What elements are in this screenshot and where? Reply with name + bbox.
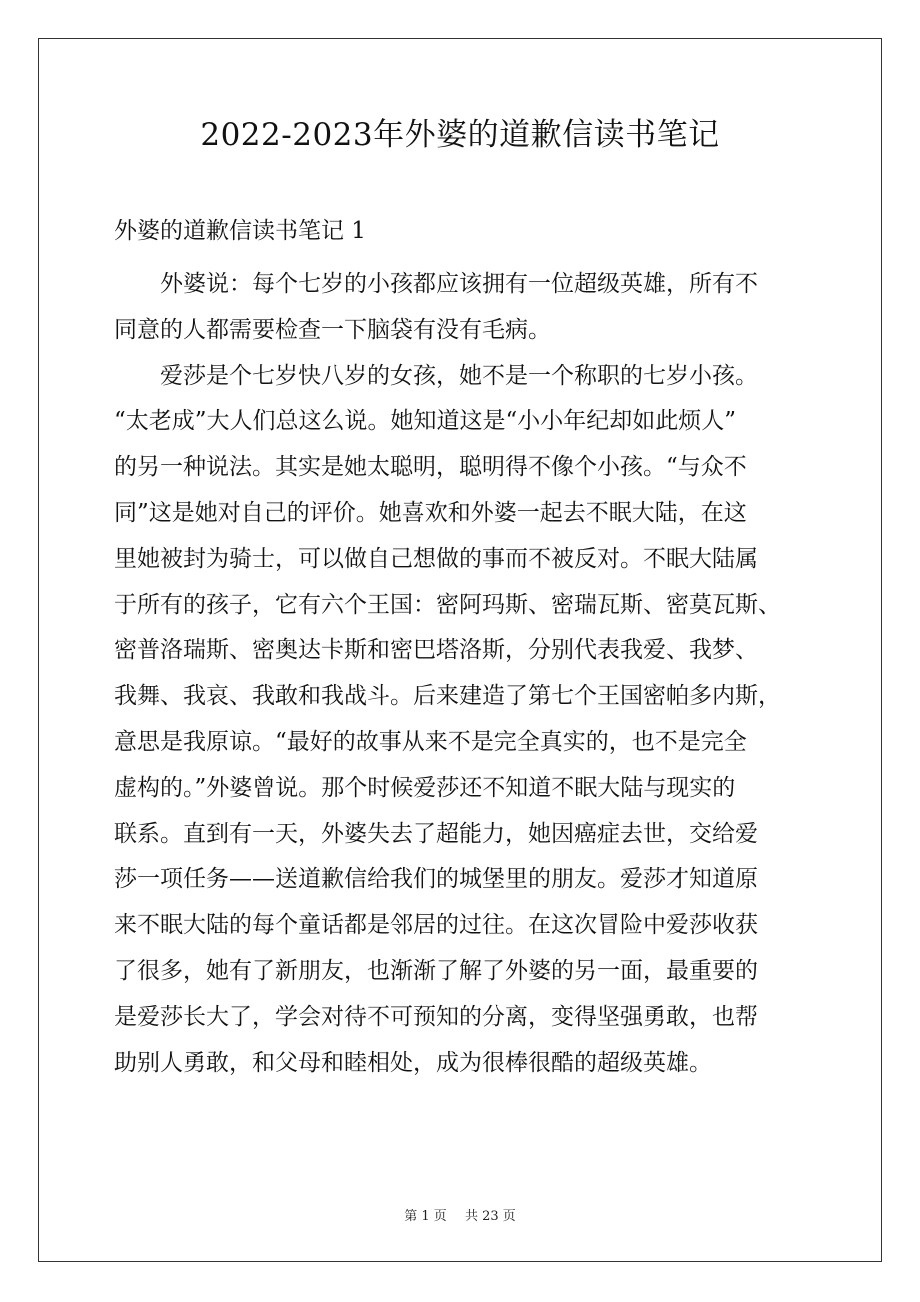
- text-line: 密普洛瑞斯、密奥达卡斯和密巴塔洛斯，分别代表我爱、我梦、: [114, 637, 758, 664]
- text-line: 莎一项任务——送道歉信给我们的城堡里的朋友。爱莎才知道原: [114, 866, 758, 893]
- text-line: 联系。直到有一天，外婆失去了超能力，她因癌症去世，交给爱: [114, 820, 758, 847]
- text-line: 了很多，她有了新朋友，也渐渐了解了外婆的另一面，最重要的: [114, 957, 758, 984]
- text-line: 助别人勇敢，和父母和睦相处，成为很棒很酷的超级英雄。: [114, 1049, 712, 1076]
- text-line: 里她被封为骑士，可以做自己想做的事而不被反对。不眠大陆属: [114, 545, 758, 572]
- text-line: 外婆说：每个七岁的小孩都应该拥有一位超级英雄，所有不: [160, 271, 758, 297]
- text-line: 是爱莎长大了，学会对待不可预知的分离，变得坚强勇敢，也帮: [114, 1003, 758, 1030]
- text-line: 虚构的。”外婆曾说。那个时候爱莎还不知道不眠大陆与现实的: [114, 774, 736, 801]
- page-number: 第 1 页: [404, 1209, 447, 1224]
- paragraph-2: [114, 354, 822, 1087]
- text-line: 同意的人都需要检查一下脑袋有没有毛病。: [114, 316, 551, 343]
- page-footer: [38, 1207, 882, 1227]
- text-line: 于所有的孩子，它有六个王国：密阿玛斯、密瑞瓦斯、密莫瓦斯、: [114, 591, 781, 618]
- text-line: 同”这是她对自己的评价。她喜欢和外婆一起去不眠大陆，在这: [114, 499, 747, 526]
- text-line: 来不眠大陆的每个童话都是邻居的过往。在这次冒险中爱莎收获: [114, 912, 758, 939]
- text-line: “太老成”大人们总这么说。她知道这是“小小年纪却如此烦人”: [114, 408, 737, 435]
- text-line: 我舞、我哀、我敢和我战斗。后来建造了第七个王国密帕多内斯，: [114, 683, 781, 710]
- page-total: 共 23 页: [464, 1209, 516, 1224]
- text-line: 意思是我原谅。“最好的故事从来不是完全真实的，也不是完全: [114, 728, 747, 755]
- text-line: 的另一种说法。其实是她太聪明，聪明得不像个小孩。“与众不: [114, 454, 747, 481]
- text-line: 爱莎是个七岁快八岁的女孩，她不是一个称职的七岁小孩。: [160, 362, 758, 389]
- document-title: 2022-2023年外婆的道歉信读书笔记: [200, 117, 720, 153]
- section-heading: 外婆的道歉信读书笔记 1: [114, 218, 366, 244]
- document-body: [114, 262, 822, 1086]
- paragraph-1: [114, 262, 822, 354]
